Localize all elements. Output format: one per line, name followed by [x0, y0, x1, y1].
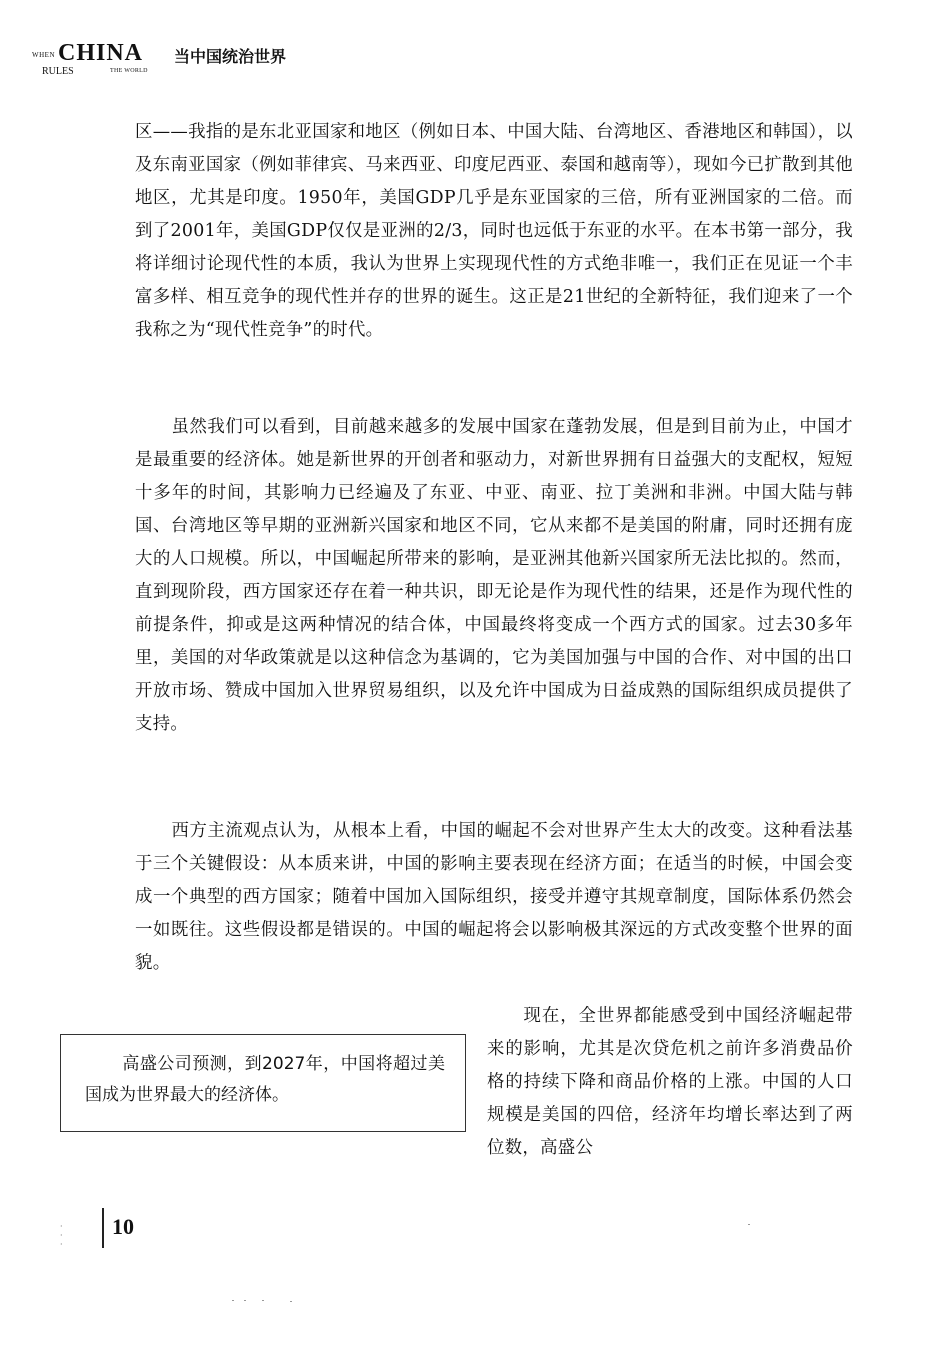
paragraph-2: 虽然我们可以看到，目前越来越多的发展中国家在蓬勃发展，但是到目前为止，中国才是最重要的经济体。她是新世界的开创者和驱动力，对新世界拥有日益强大的支配权，短短十多年的时间，其影响力已经遍及了东亚、中亚、南亚、拉丁美洲和非洲。中国大陆与韩国、台湾地区等早期的亚洲新兴国家和地区不同，它从来都不是美国的附庸，同时还拥有庞大的人口规模。所以，中国崛起所带来的影响，是亚洲其他新兴国家所无法比拟的。然而，直到现阶段，西方国家还存在着一种共识，即无论是作为现代性的结果，还是作为现代性的前提条件，抑或是这两种情况的结合体，中国最终将变成一个西方式的国家。过去30多年里，美国的对华政策就是以这种信念为基调的，它为美国加强与中国的合作、对中国的出口开放市场、赞成中国加入世界贸易组织，以及允许中国成为日益成熟的国际组织成员提供了支持。 [135, 417, 853, 734]
book-title: 当中国统治世界 [174, 47, 287, 66]
paragraph-3: 西方主流观点认为，从根本上看，中国的崛起不会对世界产生太大的改变。这种看法基于三个关键假设：从本质来讲，中国的影响主要表现在经济方面；在适当的时候，中国会变成一个典型的西方国家；随着中国加入国际组织，接受并遵守其规章制度，国际体系仍然会一如既往。这些假设都是错误的。中国的崛起将会以影响极其深远的方式改变整个世界的面貌。 [135, 821, 853, 973]
footer-rule [102, 1208, 104, 1248]
logo-when: WHEN [32, 51, 55, 59]
paragraph-4: 现在，全世界都能感受到中国经济崛起带来的影响，尤其是次贷危机之前许多消费品价格的持续下降和商品价格的上涨。中国的人口规模是美国的四倍，经济年均增长率达到了两位数，高盛公 [487, 1006, 853, 1158]
pull-quote-box: 高盛公司预测，到2027年，中国将超过美国成为世界最大的经济体。 [60, 1034, 466, 1132]
scan-speck [232, 1300, 234, 1301]
footer-dots: · · · [60, 1222, 66, 1249]
scan-speck [290, 1301, 292, 1302]
logo-the-world: THE WORLD [110, 68, 148, 74]
paragraph-1: 区——我指的是东北亚国家和地区（例如日本、中国大陆、台湾地区、香港地区和韩国），以及东南亚国家（例如菲律宾、马来西亚、印度尼西亚、泰国和越南等），现如今已扩散到其他地区，尤其是印度。1950年，美国GDP几乎是东亚国家的三倍，所有亚洲国家的二倍。而到了2001年，美国GDP仅仅是亚洲的2/3，同时也远低于东亚的水平。在本书第一部分，我将详细讨论现代性的本质，我认为世界上实现现代性的方式绝非唯一，我们正在见证一个丰富多样、相互竞争的现代性并存的世界的诞生。这正是21世纪的全新特征，我们迎来了一个我称之为“现代性竞争”的时代。 [135, 122, 853, 340]
scan-speck [244, 1300, 246, 1301]
book-logo [26, 40, 176, 80]
logo-china: CHINA [58, 40, 144, 66]
scan-speck [262, 1300, 264, 1301]
scan-speck [748, 1224, 750, 1225]
logo-rules: RULES [42, 66, 74, 77]
page-number: 10 [112, 1214, 134, 1239]
